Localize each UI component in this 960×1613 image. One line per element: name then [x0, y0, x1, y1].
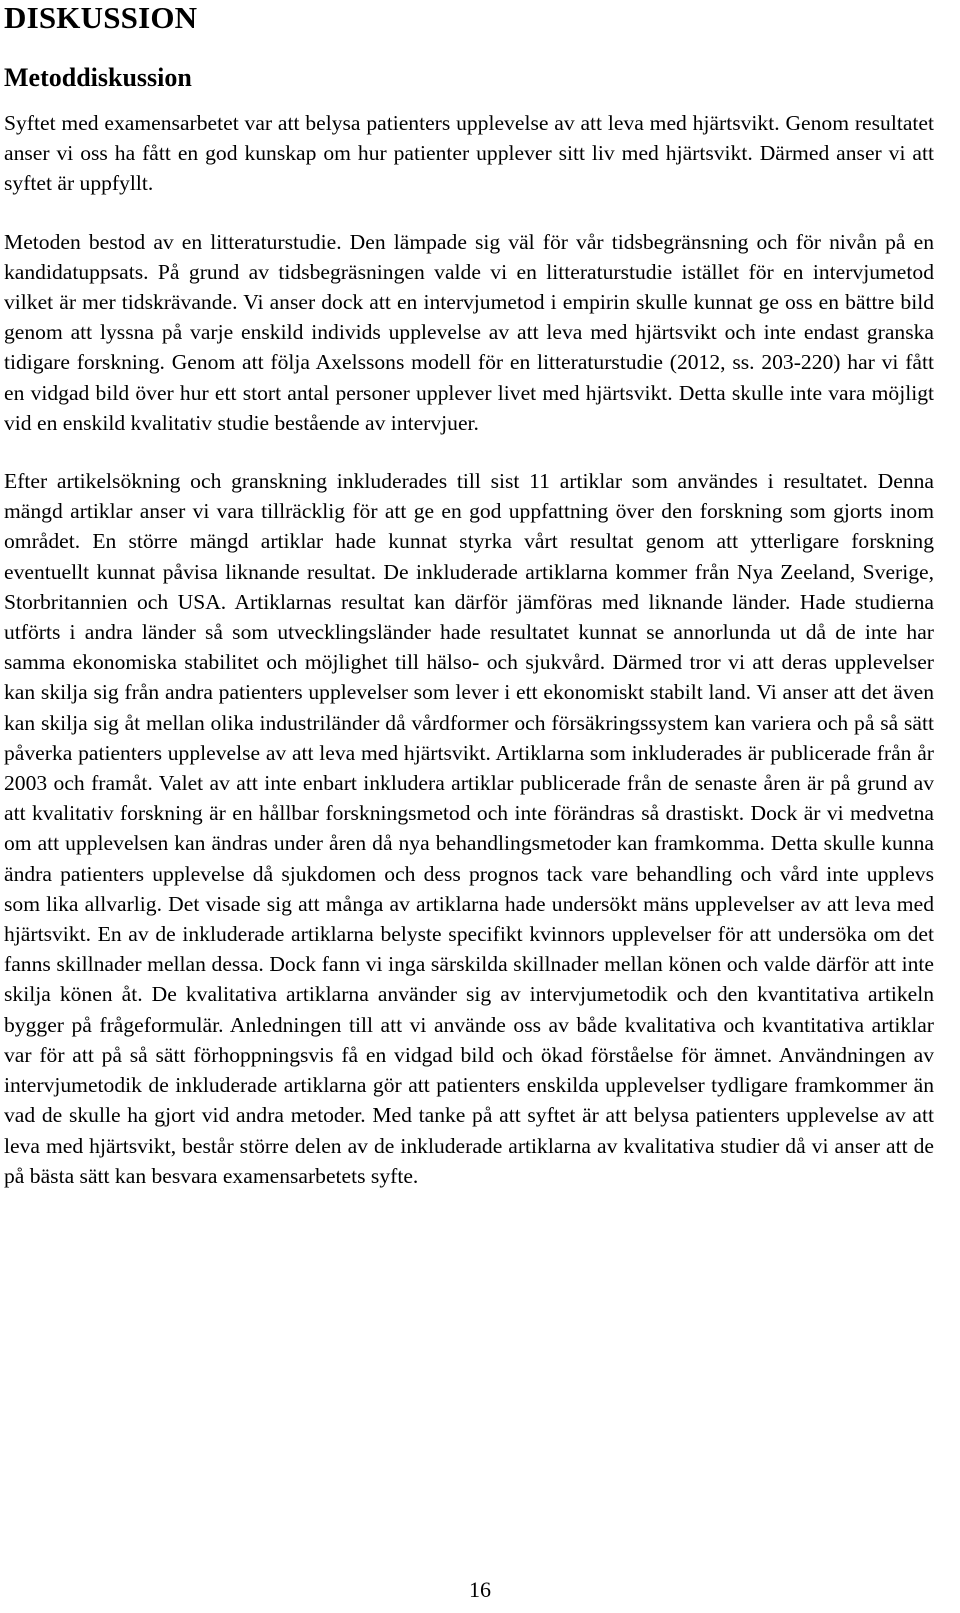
- paragraph-method: Metoden bestod av en litteraturstudie. Den lämpade sig väl för vår tidsbegränsning och för nivån på en kandidatuppsats. På grund av tidsbegräsningen valde vi en litteraturstudie istället för en intervjumetod vilket är mer tidskrävande. Vi anser dock att en intervjumetod i empirin skulle kunnat ge oss en bättre bild genom att lyssna på varje enskild individs upplevelse av att leva med hjärtsvikt och inte endast granska tidigare forskning. Genom att följa Axelssons modell för en litteraturstudie (2012, ss. 203-220) har vi fått en vidgad bild över hur ett stort antal personer upplever livet med hjärtsvikt. Detta skulle inte vara möjligt vid en enskild kvalitativ studie bestående av intervjuer.: [4, 229, 934, 435]
- document-page: [4, 0, 934, 1191]
- paragraph-purpose: Syftet med examensarbetet var att belysa patienters upplevelse av att leva med hjärtsvikt. Genom resultatet anser vi oss ha fått en god kunskap om hur patienter upplever sitt liv med hjärtsvikt. Därmed anser vi att syftet är uppfyllt.: [4, 111, 934, 196]
- paragraph-articles: Efter artikelsökning och granskning inkluderades till sist 11 artiklar som användes i resultatet. Denna mängd artiklar anser vi vara tillräcklig för att ge en god uppfattning över den forskning som gjorts inom området. En större mängd artiklar hade kunnat styrka vårt resultat genom att ytterligare forskning eventuellt kunnat påvisa liknande resultat. De inkluderade artiklarna kommer från Nya Zeeland, Sverige, Storbritannien och USA. Artiklarnas resultat kan därför jämföras med liknande länder. Hade studierna utförts i andra länder så som utvecklingsländer hade resultatet kunnat se annorlunda ut då de inte har samma ekonomiska stabilitet och möjlighet till hälso- och sjukvård. Därmed tror vi att deras upplevelser kan skilja sig från andra patienters upplevelser som lever i ett ekonomiskt stabilt land. Vi anser att det även kan skilja sig åt mellan olika industriländer då vårdformer och försäkringssystem kan variera och på så sätt påverka patienters upplevelse av att leva med hjärtsvikt. Artiklarna som inkluderades är publicerade från år 2003 och framåt. Valet av att inte enbart inkludera artiklar publicerade från de senaste åren är på grund av att kvalitativ forskning är en hållbar forskningsmetod och inte förändras så drastiskt. Dock är vi medvetna om att upplevelsen kan ändras under åren då nya behandlingsmetoder kan framkomma. Detta skulle kunna ändra patienters upplevelse då sjukdomen och dess prognos tack vare behandling och vård inte upplevs som lika allvarlig. Det visade sig att många av artiklarna hade undersökt mäns upplevelser av att leva med hjärtsvikt. En av de inkluderade artiklarna belyste specifikt kvinnors upplevelser för att undersöka om det fanns skillnader mellan dessa. Dock fann vi inga särskilda skillnader mellan könen och valde därför att inte skilja könen åt. De kvalitativa artiklarna använder sig av intervjumetodik och den kvantitativa artikeln bygger på frågeformulär. Anledningen till att vi använde oss av både kvalitativa och kvantitativa artiklar var för att på så sätt förhoppningsvis få en vidgad bild och ökad förståelse för ämnet. Användningen av intervjumetodik de inkluderade artiklarna gör att patienters enskilda upplevelser tydligare framkommer än vad de skulle ha gjort vid andra metoder. Med tanke på att syftet är att belysa patienters upplevelse av att leva med hjärtsvikt, består större delen av de inkluderade artiklarna av kvalitativa studier då vi anser att de på bästa sätt kan besvara examensarbetets syfte.: [4, 469, 934, 1188]
- section-heading: DISKUSSION: [4, 0, 198, 35]
- subsection-heading: Metoddiskussion: [4, 63, 192, 92]
- page-number: 16: [469, 1577, 491, 1602]
